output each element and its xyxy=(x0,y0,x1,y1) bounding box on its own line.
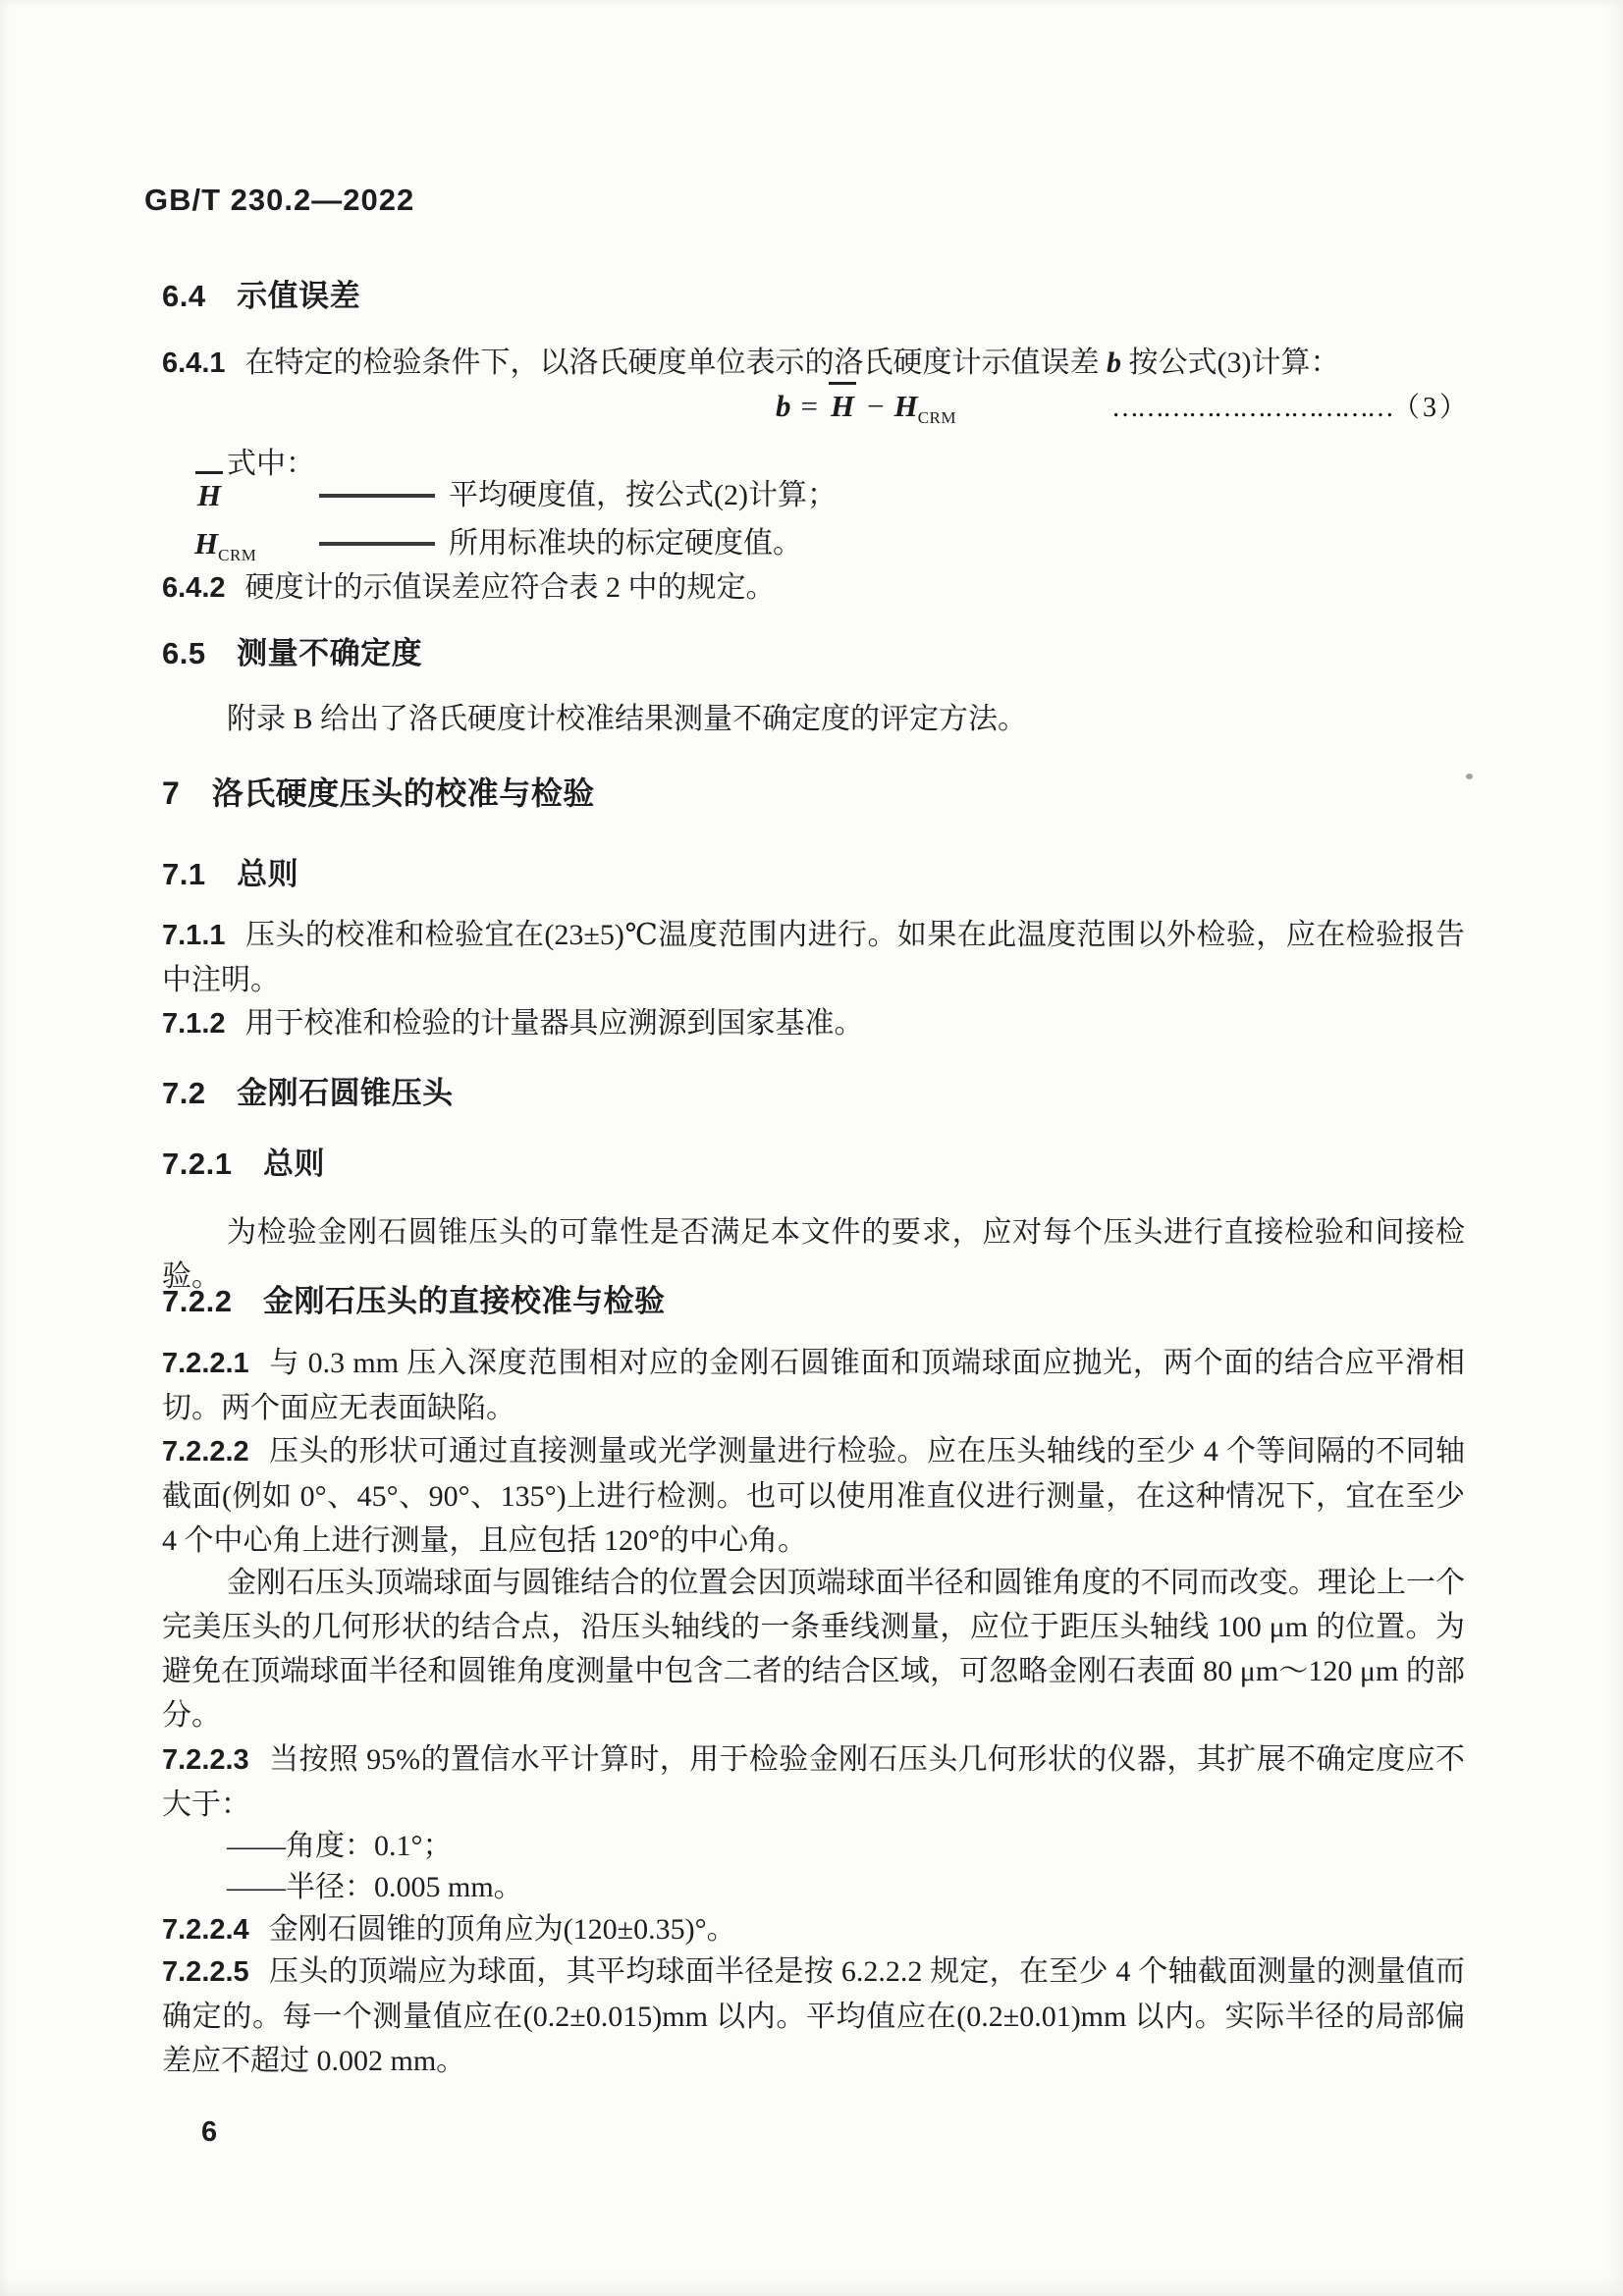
heading-7-2: 7.2 金刚石圆锥压头 xyxy=(162,1076,454,1110)
clause-text: 金刚石圆锥的顶角应为(120±0.35)°。 xyxy=(268,1913,736,1946)
clause-6-4-2 xyxy=(162,565,1465,611)
definition-text: 所用标准块的标定硬度值。 xyxy=(449,527,802,560)
clause-number: 6.4.1 xyxy=(162,347,226,379)
clause-number: 7.2.2.3 xyxy=(162,1744,249,1776)
formula-b: b xyxy=(776,389,791,423)
h-mean-symbol: H xyxy=(828,384,857,428)
clause-number: 7.2.2.1 xyxy=(162,1348,249,1379)
crm-subscript: CRM xyxy=(218,546,257,565)
bullet-radius: ——半径：0.005 mm。 xyxy=(227,1871,523,1903)
clause-7-2-2-3 xyxy=(162,1737,1465,1827)
h-mean-symbol: H xyxy=(194,473,224,517)
clause-text: 压头的校准和检验宜在(23±5)℃温度范围内进行。如果在此温度范围以外检验，应在检验报告中注明。 xyxy=(162,919,1465,996)
clause-text: 硬度计的示值误差应符合表 2 中的规定。 xyxy=(244,571,776,604)
heading-7-2-1: 7.2.1 总则 xyxy=(162,1147,325,1181)
where-label: 式中： xyxy=(227,448,315,480)
page-number: 6 xyxy=(201,2116,218,2148)
clause-text: 在特定的检验条件下，以洛氏硬度单位表示的洛氏硬度计示值误差 xyxy=(244,347,1107,379)
clause-7-2-2-4 xyxy=(162,1907,1465,1952)
clause-7-2-2-1 xyxy=(162,1341,1465,1430)
clause-text: 用于校准和检验的计量器具应溯源到国家基准。 xyxy=(244,1007,864,1040)
paragraph-joint-zone: 金刚石压头顶端球面与圆锥结合的位置会因顶端球面半径和圆锥角度的不同而改变。理论上一个完美压头的几何形状的结合点，沿压头轴线的一条垂线测量，应位于距压头轴线 100 μm 的位置。为避免在顶端球面半径和圆锥角度测量中包含二者的结合区域，可忽略金刚石表面 80 μm～120 μm 的部分。 xyxy=(162,1567,1465,1732)
symbol-definition-hmean xyxy=(162,473,1465,517)
clause-number: 7.2.2.5 xyxy=(162,1956,249,1988)
clause-number: 7.2.2.2 xyxy=(162,1436,249,1468)
clause-7-2-2-2 xyxy=(162,1429,1465,1563)
symbol-hmean xyxy=(194,473,319,517)
clause-text: 按公式(3)计算： xyxy=(1121,347,1340,379)
clause-7-1-1 xyxy=(162,913,1465,1002)
scan-artifact-dot xyxy=(1466,774,1473,779)
clause-text: 当按照 95%的置信水平计算时，用于检验金刚石压头几何形状的仪器，其扩展不确定度应不大于： xyxy=(162,1743,1465,1821)
h-crm-symbol: H xyxy=(893,389,918,423)
clause-6-4-1 xyxy=(162,341,1465,386)
clause-text: 与 0.3 mm 压入深度范围相对应的金刚石圆锥面和顶端球面应抛光，两个面的结合应平滑相切。两个面应无表面缺陷。 xyxy=(162,1347,1465,1424)
equals-sign: = xyxy=(800,389,818,423)
equation-3 xyxy=(162,384,1465,433)
heading-7-2-2: 7.2.2 金刚石压头的直接校准与检验 xyxy=(162,1284,666,1318)
bullet-angle: ——角度：0.1°； xyxy=(227,1830,453,1862)
clause-text: 压头的顶端应为球面，其平均球面半径是按 6.2.2.2 规定，在至少 4 个轴截面测量的测量值而确定的。每一个测量值应在(0.2±0.015)mm 以内。平均值应在(0.2±0.01)mm 以内。实际半径的局部偏差应不超过 0.002 mm。 xyxy=(162,1955,1465,2077)
symbol-hcrm: $H_{CRM}$ xyxy=(194,526,257,565)
crm-subscript: CRM xyxy=(917,408,957,428)
paragraph-7-2-1: 为检验金刚石圆锥压头的可靠性是否满足本文件的要求，应对每个压头进行直接检验和间接检验。 xyxy=(162,1216,1465,1293)
standard-number: GB/T 230.2—2022 xyxy=(144,183,415,217)
clause-7-1-2 xyxy=(162,1001,1465,1046)
paragraph-6-5: 附录 B 给出了洛氏硬度计校准结果测量不确定度的评定方法。 xyxy=(227,703,1028,735)
heading-7-1: 7.1 总则 xyxy=(162,857,299,891)
heading-6-4: 6.4 示值误差 xyxy=(162,279,361,313)
equation-leader-dots: ……………………………（ 3 ） xyxy=(1110,393,1465,423)
heading-6-5: 6.5 测量不确定度 xyxy=(162,636,423,670)
definition-dash xyxy=(319,494,435,498)
minus-sign: − xyxy=(867,389,885,423)
clause-number: 7.1.1 xyxy=(162,920,226,951)
clause-number: 7.2.2.4 xyxy=(162,1914,249,1946)
clause-number: 7.1.2 xyxy=(162,1008,226,1040)
definition-dash xyxy=(319,542,435,546)
heading-7: 7 洛氏硬度压头的校准与检验 xyxy=(162,775,595,811)
clause-7-2-2-5 xyxy=(162,1949,1465,2083)
clause-text: 压头的形状可通过直接测量或光学测量进行检验。应在压头轴线的至少 4 个等间隔的不同轴截面(例如 0°、45°、90°、135°)上进行检测。也可以使用准直仪进行测量，在这种情况下，宜在至少 4 个中心角上进行测量，且应包括 120°的中心角。 xyxy=(162,1435,1465,1557)
clause-number: 6.4.2 xyxy=(162,572,226,604)
formula-expression xyxy=(776,384,956,440)
variable-b: b xyxy=(1107,347,1121,379)
definition-text: 平均硬度值，按公式(2)计算； xyxy=(449,479,837,511)
